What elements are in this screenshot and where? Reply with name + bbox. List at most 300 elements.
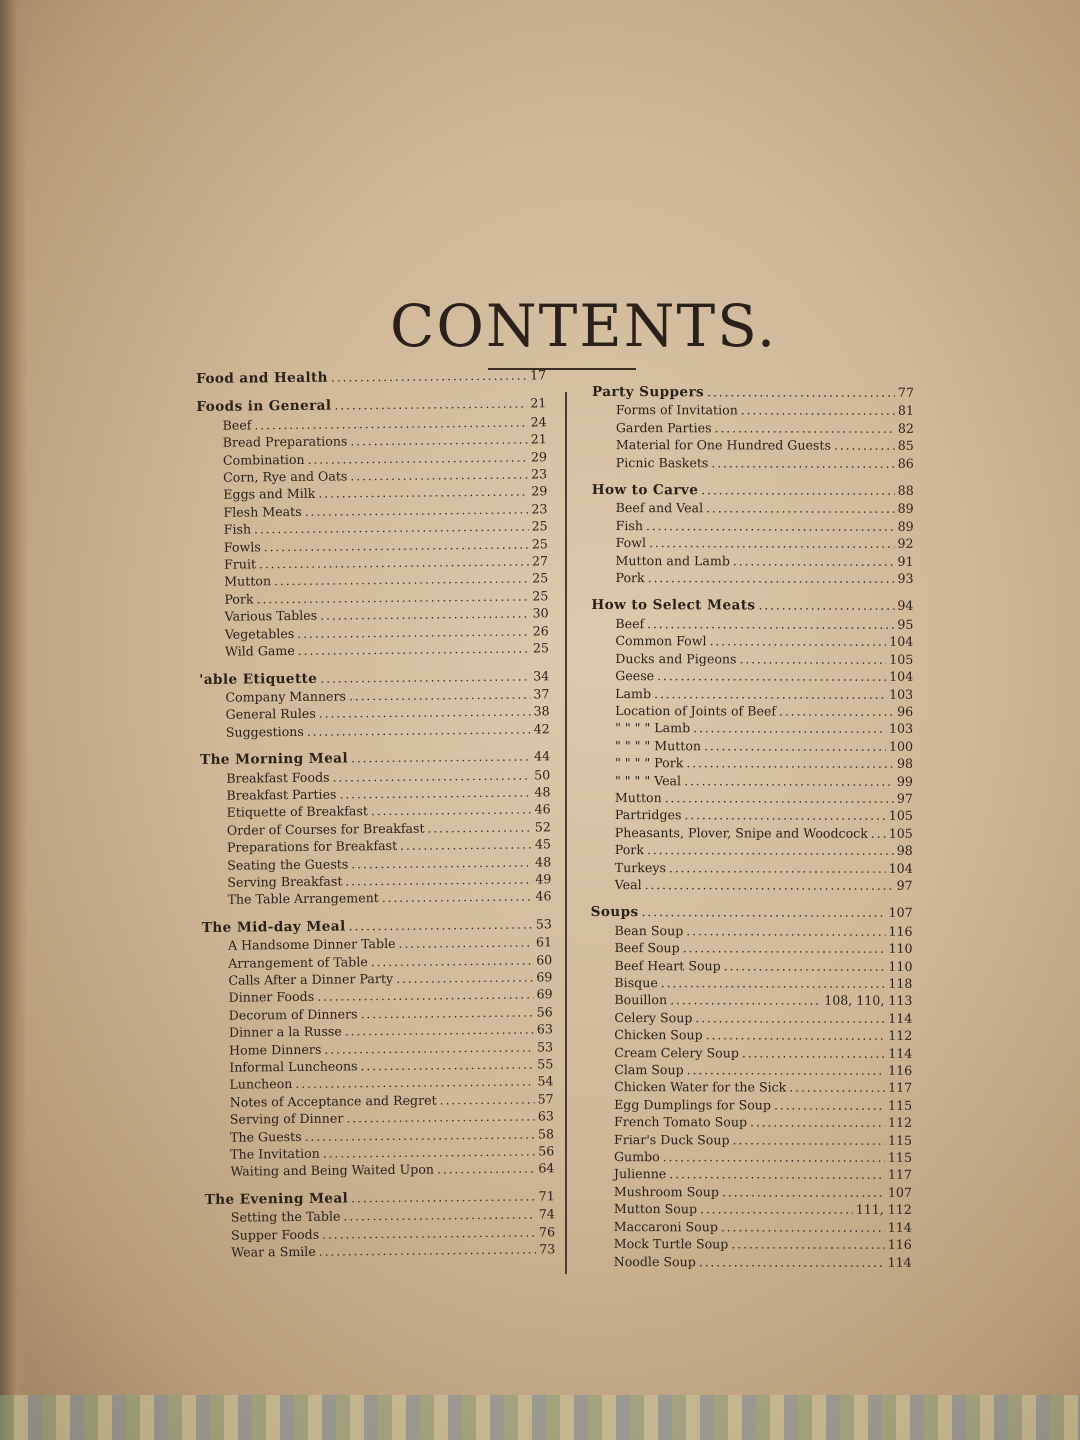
page-number: 53	[536, 1038, 554, 1055]
entry-label: Home Dinners	[229, 1041, 322, 1058]
leader-dots	[661, 974, 886, 992]
contents-entry	[204, 1160, 554, 1181]
leader-dots	[318, 483, 528, 503]
entry-label: Location of Joints of Beef	[615, 702, 777, 719]
leader-dots	[319, 703, 531, 723]
leader-dots	[706, 500, 895, 518]
contents-entry	[205, 1240, 555, 1261]
leader-dots	[693, 720, 886, 738]
page-number: 21	[530, 431, 547, 447]
entry-label: Flesh Meats	[223, 503, 302, 520]
section-heading-label: How to Select Meats	[591, 597, 756, 614]
contents-entry	[590, 1148, 912, 1166]
contents-entry	[590, 1131, 912, 1149]
entry-label: Gumbo	[613, 1149, 660, 1165]
contents-section	[200, 747, 552, 908]
page-number: 114	[888, 1045, 913, 1061]
contents-entry	[201, 888, 551, 909]
page-number: 93	[897, 570, 914, 586]
page-number: 104	[889, 668, 914, 684]
leader-dots	[707, 383, 895, 401]
leader-dots	[371, 951, 534, 970]
entry-label: Material for One Hundred Guests	[615, 437, 831, 453]
leader-dots	[683, 939, 886, 957]
entry-label: Combination	[222, 451, 305, 468]
page-number: 25	[532, 570, 549, 586]
contents-entry	[592, 534, 914, 552]
leader-dots	[345, 870, 532, 889]
entry-label: Forms of Invitation	[615, 402, 738, 418]
contents-entry	[591, 702, 913, 720]
page-number: 112	[887, 1115, 913, 1131]
page-number: 63	[536, 1021, 553, 1037]
leader-dots	[741, 402, 895, 420]
entry-label: Ducks and Pigeons	[615, 650, 737, 667]
contents-entry	[591, 615, 913, 633]
page-number: 25	[531, 518, 548, 534]
section-heading-label: Party Suppers	[591, 384, 705, 401]
leader-dots	[317, 986, 534, 1006]
contents-entry	[590, 1218, 912, 1236]
leader-dots	[647, 841, 894, 859]
leader-dots	[351, 748, 531, 767]
entry-label: Mock Turtle Soup	[613, 1236, 729, 1252]
leader-dots	[642, 904, 886, 922]
page-number: 110	[888, 958, 913, 974]
contents-entry	[592, 517, 914, 535]
section-heading	[592, 383, 914, 402]
page-number: 99	[896, 773, 913, 789]
contents-entry	[590, 1044, 912, 1062]
leader-dots	[343, 1206, 536, 1225]
entry-label: Beef Soup	[614, 940, 680, 956]
contents-entry	[590, 1096, 912, 1114]
leader-dots	[669, 1166, 885, 1184]
contents-entry	[590, 1183, 912, 1201]
page-number: 21	[530, 395, 547, 411]
leader-dots	[400, 836, 532, 855]
contents-entry	[591, 667, 913, 685]
page-number: 82	[897, 420, 914, 436]
entry-label: Cream Celery Soup	[614, 1044, 739, 1061]
entry-label: Turkeys	[614, 859, 666, 875]
section-heading	[591, 596, 913, 615]
page-number: 86	[897, 455, 914, 471]
leader-dots	[834, 437, 895, 455]
contents-entry	[591, 684, 913, 702]
contents-entry	[591, 859, 913, 877]
entry-label: Pheasants, Plover, Snipe and Woodcock	[614, 824, 868, 841]
entry-label: Clam Soup	[614, 1062, 684, 1078]
entry-label: Beef	[615, 615, 645, 632]
page-number: 103	[889, 686, 914, 702]
contents-section	[592, 383, 914, 472]
contents-entry	[591, 922, 913, 940]
leader-dots	[669, 859, 886, 877]
entry-label: Corn, Rye and Oats	[223, 468, 348, 485]
contents-entry	[592, 499, 914, 517]
entry-label: The Table Arrangement	[227, 890, 379, 908]
page-number: 48	[535, 853, 552, 870]
contents-entry	[590, 1252, 912, 1270]
entry-label: Garden Parties	[615, 419, 712, 436]
leader-dots	[324, 1038, 534, 1058]
contents-section	[591, 481, 913, 587]
leader-dots	[346, 1108, 535, 1127]
leader-dots	[648, 569, 895, 587]
page-number: 53	[535, 916, 552, 932]
entry-label: Beef and Veal	[615, 500, 704, 516]
page-number: 112	[888, 1027, 913, 1044]
leader-dots	[750, 1114, 885, 1132]
page-number: 56	[538, 1143, 555, 1159]
entry-label: Supper Foods	[230, 1226, 320, 1243]
page-number: 52	[534, 819, 551, 835]
contents-entry	[199, 639, 549, 660]
leader-dots	[721, 1218, 885, 1236]
leader-dots	[371, 801, 532, 820]
contents-left-column	[196, 366, 555, 1271]
entry-label: Wild Game	[224, 643, 295, 659]
page-number: 29	[530, 448, 548, 465]
page-number: 17	[529, 367, 547, 383]
leader-dots	[360, 1056, 534, 1075]
page-number: 114	[888, 1010, 913, 1026]
leader-dots	[695, 1009, 885, 1027]
entry-label: Pork	[224, 591, 254, 607]
section-heading-label: The Mid-day Meal	[201, 918, 346, 936]
page-number: 69	[536, 969, 553, 985]
leader-dots	[320, 667, 530, 687]
page-number: 46	[534, 801, 551, 817]
leader-dots	[779, 702, 894, 720]
contents-entry	[591, 719, 913, 737]
entry-label: Bouillon	[614, 992, 668, 1008]
leader-dots	[742, 1044, 885, 1062]
leader-dots	[331, 367, 527, 386]
contents-entry	[591, 806, 913, 824]
entry-label: Beef	[222, 417, 252, 433]
entry-label: Common Fowl	[615, 633, 707, 649]
leader-dots	[686, 754, 894, 772]
page-number: 71	[538, 1188, 555, 1204]
entry-label: Egg Dumplings for Soup	[614, 1096, 772, 1113]
entry-label: Bisque	[614, 975, 658, 991]
contents-entry	[590, 957, 912, 975]
contents-entry	[591, 772, 913, 790]
entry-label: Mutton and Lamb	[615, 552, 730, 569]
page-number: 88	[897, 482, 914, 498]
leader-dots	[323, 1143, 536, 1163]
page-number: 27	[531, 553, 549, 569]
page-number: 114	[887, 1254, 912, 1270]
page-number: 96	[897, 703, 914, 719]
page-number: 117	[888, 1080, 913, 1096]
section-heading-label: 'able Etiquette	[199, 670, 318, 688]
page-number: 100	[888, 738, 914, 754]
entry-label: Geese	[615, 668, 655, 684]
contents-entry	[590, 1200, 912, 1218]
page-number: 107	[888, 905, 913, 921]
leader-dots	[334, 395, 527, 414]
entry-label: Fowls	[223, 538, 261, 555]
entry-label: Julienne	[613, 1166, 667, 1182]
leader-dots	[724, 957, 886, 975]
leader-dots	[733, 1131, 885, 1149]
page-number: 37	[533, 686, 550, 702]
entry-label: Noodle Soup	[613, 1253, 696, 1269]
leader-dots	[711, 454, 894, 472]
page-number: 92	[897, 536, 914, 552]
leader-dots	[349, 915, 533, 934]
leader-dots	[345, 1021, 534, 1040]
leader-dots	[700, 1201, 853, 1219]
leader-dots	[322, 1223, 536, 1243]
page-number: 103	[889, 721, 914, 737]
entry-label: Company Manners	[225, 688, 347, 705]
leader-dots	[350, 431, 528, 450]
entry-label: Breakfast Foods	[226, 769, 330, 786]
page-number: 61	[535, 934, 553, 950]
leader-dots	[396, 969, 533, 988]
leader-dots	[733, 552, 895, 570]
entry-label: Waiting and Being Waited Upon	[230, 1162, 435, 1180]
leader-dots	[687, 1061, 885, 1079]
entry-label: Etiquette of Breakfast	[226, 803, 369, 821]
leader-dots	[320, 605, 530, 625]
page-number: 54	[537, 1073, 554, 1089]
entry-label: " " " " Lamb	[615, 720, 691, 736]
entry-label: Fruit	[223, 556, 257, 572]
page-number: 110	[888, 940, 913, 957]
contents-entry	[592, 454, 914, 472]
leader-dots	[686, 922, 885, 940]
leader-dots	[440, 1090, 535, 1108]
page-number: 63	[537, 1108, 554, 1124]
contents-right-column	[590, 383, 914, 1281]
entry-label: Mushroom Soup	[613, 1183, 719, 1200]
leader-dots	[706, 1027, 886, 1045]
contents-section	[205, 1187, 556, 1261]
contents-entry	[592, 419, 914, 437]
contents-section	[196, 366, 546, 388]
page-number: 118	[888, 975, 913, 991]
leader-dots	[319, 1241, 537, 1261]
page-title: CONTENTS.	[390, 292, 778, 360]
entry-label: A Handsome Dinner Table	[227, 936, 396, 953]
page-number: 60	[536, 951, 553, 968]
contents-entry	[591, 841, 913, 859]
leader-dots	[789, 1079, 885, 1097]
entry-label: " " " " Mutton	[615, 737, 702, 754]
entry-label: French Tomato Soup	[614, 1114, 748, 1130]
entry-label: Pork	[615, 570, 645, 586]
page-number: 105	[889, 651, 914, 667]
entry-label: Calls After a Dinner Party	[228, 970, 394, 988]
entry-label: Picnic Baskets	[615, 454, 709, 470]
entry-label: Fowl	[615, 535, 647, 551]
page-number: 116	[888, 923, 913, 939]
entry-label: Chicken Soup	[614, 1027, 703, 1043]
entry-label: Eggs and Milk	[223, 486, 316, 503]
contents-entry	[590, 1235, 912, 1253]
leader-dots	[350, 466, 528, 485]
page-number: 55	[537, 1056, 554, 1072]
section-heading	[591, 903, 913, 922]
page-number: 26	[532, 623, 549, 639]
contents-entry	[591, 737, 913, 755]
page-number: 48	[534, 784, 551, 800]
page-number: 73	[539, 1241, 556, 1257]
entry-label: Seating the Guests	[227, 855, 349, 873]
entry-label: General Rules	[225, 706, 316, 723]
leader-dots	[427, 818, 531, 836]
contents-entry	[591, 569, 913, 587]
leader-dots	[351, 853, 532, 872]
contents-section	[199, 667, 550, 741]
leader-dots	[645, 876, 894, 894]
entry-label: Bean Soup	[614, 922, 684, 939]
page-number: 24	[530, 414, 547, 430]
page-number: 57	[537, 1091, 554, 1107]
entry-label: Dinner a la Russe	[228, 1023, 342, 1040]
contents-entry	[591, 754, 913, 772]
leader-dots	[657, 667, 886, 685]
contents-entry	[592, 401, 914, 419]
page-number: 105	[888, 808, 913, 824]
contents-entry	[590, 1113, 912, 1131]
leader-dots	[701, 481, 894, 499]
page-number: 49	[535, 871, 552, 887]
entry-label: Veal	[614, 877, 642, 893]
leader-dots	[665, 789, 894, 807]
page-number: 91	[897, 553, 914, 569]
page-number: 50	[534, 766, 551, 783]
page-number: 64	[538, 1160, 555, 1176]
entry-label: Preparations for Breakfast	[226, 838, 398, 855]
page-number: 74	[538, 1206, 555, 1222]
page-number: 25	[532, 640, 550, 656]
page-number: 105	[888, 825, 913, 841]
page-number: 38	[533, 703, 550, 719]
entry-label: Serving Breakfast	[227, 873, 343, 890]
leader-dots	[332, 766, 531, 785]
leader-dots	[307, 720, 531, 740]
leader-dots	[663, 1148, 885, 1166]
leader-dots	[670, 992, 821, 1010]
page-number: 116	[888, 1062, 913, 1078]
contents-entry	[591, 876, 913, 894]
section-heading-label: The Morning Meal	[200, 750, 349, 769]
contents-section	[590, 903, 913, 1270]
entry-label: Informal Luncheons	[229, 1058, 358, 1075]
page-number: 89	[897, 501, 914, 517]
page-number: 104	[888, 860, 913, 876]
contents-entry	[590, 991, 912, 1009]
contents-entry	[590, 1009, 912, 1027]
page-number: 104	[889, 634, 914, 650]
leader-dots	[699, 1253, 885, 1271]
page-number: 107	[887, 1184, 912, 1200]
tablecloth-background	[0, 1395, 1080, 1440]
contents-section	[591, 596, 914, 894]
page-number: 29	[531, 483, 548, 499]
leader-dots	[758, 597, 894, 615]
entry-label: Partridges	[614, 807, 682, 823]
page-number: 77	[897, 384, 914, 400]
entry-label: Fish	[615, 517, 643, 533]
page-number: 89	[897, 518, 914, 534]
page-number: 25	[531, 535, 548, 552]
section-heading-label: Food and Health	[196, 369, 329, 387]
entry-label: Celery Soup	[614, 1009, 693, 1026]
page-number: 23	[530, 466, 548, 482]
contents-entry	[592, 436, 914, 454]
page-number: 44	[533, 748, 551, 764]
contents-section	[202, 915, 555, 1181]
leader-dots	[298, 640, 530, 660]
entry-label: Bread Preparations	[222, 433, 348, 450]
contents-entry	[591, 789, 913, 807]
page-number: 46	[535, 888, 552, 904]
entry-label: Various Tables	[224, 608, 318, 624]
page-number: 117	[887, 1167, 912, 1183]
contents-entry	[590, 1026, 912, 1044]
entry-label: Mutton Soup	[613, 1201, 698, 1217]
contents-entry	[591, 824, 913, 842]
entry-label: Friar's Duck Soup	[614, 1131, 730, 1148]
leader-dots	[437, 1160, 536, 1178]
page-number: 25	[532, 588, 549, 604]
contents-entry	[590, 974, 912, 992]
page-number: 85	[897, 438, 914, 454]
page-number: 98	[896, 755, 914, 771]
leader-dots	[647, 615, 894, 633]
entry-label: Decorum of Dinners	[228, 1006, 358, 1023]
leader-dots	[339, 783, 531, 802]
entry-label: " " " " Pork	[614, 755, 684, 771]
page-number: 94	[897, 598, 914, 614]
entry-label: Beef Heart Soup	[614, 957, 721, 973]
entry-label: Lamb	[615, 685, 652, 701]
entry-label: Mutton	[224, 573, 272, 590]
section-heading	[592, 481, 914, 500]
page-number: 34	[533, 667, 550, 683]
entry-label: Maccaroni Soup	[613, 1218, 718, 1235]
contents-entry	[591, 650, 913, 668]
entry-label: Mutton	[614, 789, 662, 806]
leader-dots	[731, 1235, 884, 1253]
leader-dots	[646, 517, 895, 535]
leader-dots	[649, 534, 895, 552]
page-number: 98	[896, 842, 913, 858]
contents-entry	[590, 1165, 912, 1183]
entry-label: Pork	[614, 842, 645, 858]
section-heading	[196, 366, 546, 388]
entry-label: Luncheon	[229, 1076, 293, 1093]
page-number: 45	[534, 836, 552, 852]
entry-label: Arrangement of Table	[228, 953, 368, 971]
page-number: 111, 112	[855, 1201, 912, 1218]
column-divider	[565, 392, 567, 1274]
page-number: 108, 110, 113	[824, 993, 913, 1009]
contents-entry	[591, 632, 913, 650]
leader-dots	[722, 1183, 885, 1201]
page-number: 58	[537, 1125, 555, 1142]
entry-label: Vegetables	[224, 625, 295, 642]
contents-entry	[200, 720, 550, 741]
entry-label: Notes of Acceptance and Regret	[229, 1092, 437, 1110]
